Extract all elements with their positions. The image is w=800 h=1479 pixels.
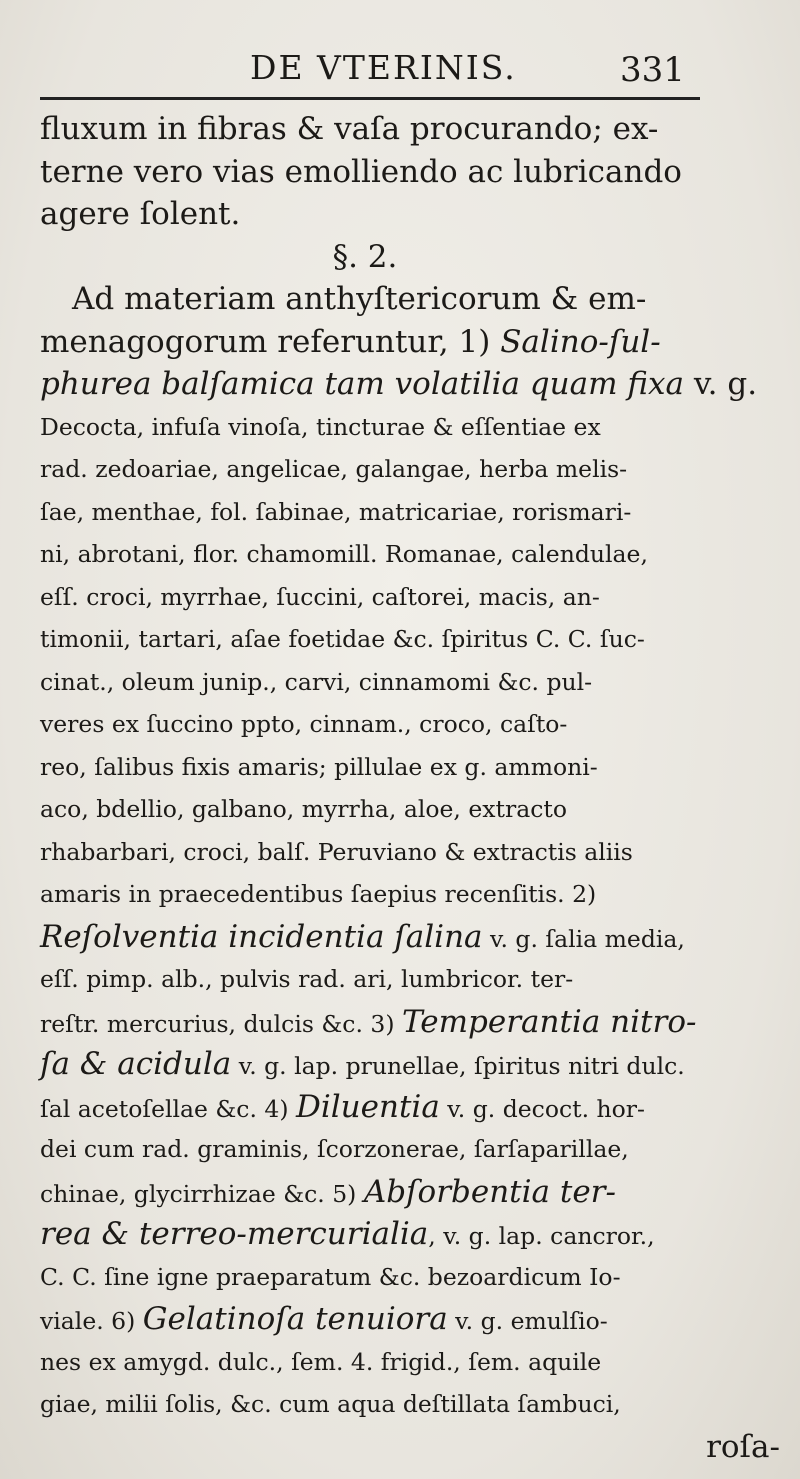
text-line: fluxum in fibras & vaſa procurando; ex-: [40, 111, 659, 147]
text-line: Decocta, infuſa vinoſa, tincturae & eſſentiae ex: [40, 412, 601, 441]
italic-term: Gelatinoſa tenuiora: [142, 1301, 448, 1337]
text-line: [40, 916, 780, 959]
text-line: dei cum rad. graminis, ſcorzonerae, ſarſaparillae,: [40, 1135, 629, 1163]
text-line: [40, 1298, 780, 1341]
text-line: veres ex ſuccino ppto, cinnam., croco, caſto-: [40, 710, 568, 738]
text-line: [40, 321, 780, 364]
text-line: Ad materiam anthyſtericorum & em-: [72, 281, 647, 317]
text-segment: ſal acetoſellae &c. 4): [40, 1094, 296, 1123]
text-line: C. C. ſine igne praeparatum &c. bezoardicum Io-: [40, 1262, 621, 1291]
text-segment: v. g. decoct. hor-: [439, 1094, 645, 1123]
text-segment: v. g. lap. prunellae, ſpiritus nitri dulc.: [231, 1052, 685, 1080]
text-segment: viale. 6): [40, 1307, 143, 1335]
text-line: [40, 363, 780, 406]
text-line: §. 2.: [332, 238, 398, 275]
italic-term: Temperantia nitro-: [402, 1003, 697, 1040]
text-line: roſa-: [706, 1428, 780, 1465]
text-segment: menagogorum referuntur, 1): [40, 323, 501, 360]
header-rule: [40, 97, 700, 100]
text-line: giae, milii ſolis, &c. cum aqua deſtillata ſambuci,: [40, 1390, 621, 1418]
running-head: [0, 48, 800, 92]
text-line: [40, 1043, 780, 1086]
text-segment: v. g. emulſio-: [447, 1307, 608, 1335]
text-segment: , v. g. lap. cancror.,: [428, 1222, 655, 1250]
text-line: timonii, tartari, aſae foetidae &c. ſpiritus C. C. ſuc-: [40, 625, 645, 653]
text-line: eſſ. croci, myrrhae, ſuccini, caſtorei, macis, an-: [40, 582, 600, 611]
text-segment: v. g.: [683, 366, 758, 402]
italic-term: rea & terreo-mercurialia: [40, 1216, 429, 1252]
italic-term: Reſolventia incidentia ſalina: [40, 918, 483, 955]
text-line: ni, abrotani, flor. chamomill. Romanae, calendulae,: [40, 540, 648, 568]
italic-term: phurea balſamica tam volatilia quam fixa: [40, 366, 684, 402]
text-segment: v. g. ſalia media,: [482, 924, 685, 953]
text-line: ſae, menthae, fol. ſabinae, matricariae, rorismari-: [40, 497, 632, 526]
text-line: rad. zedoariae, angelicae, galangae, herba melis-: [40, 455, 628, 483]
text-line: [40, 1213, 780, 1256]
italic-term: ſa & acidula: [40, 1046, 232, 1082]
text-line: [40, 1086, 780, 1129]
text-segment: chinae, glycirrhizae &c. 5): [40, 1179, 364, 1208]
text-line: nes ex amygd. dulc., ſem. 4. frigid., ſem. aquile: [40, 1347, 602, 1376]
page-number: 331: [620, 50, 685, 90]
text-line: eſſ. pimp. alb., pulvis rad. ari, lumbricor. ter-: [40, 965, 574, 993]
text-line: amaris in praecedentibus ſaepius recenſitis. 2): [40, 880, 597, 908]
text-segment: reſtr. mercurius, dulcis &c. 3): [40, 1009, 402, 1038]
text-line: terne vero vias emolliendo ac lubricando: [40, 153, 682, 190]
text-line: [40, 1171, 780, 1214]
text-line: aco, bdellio, galbano, myrrha, aloe, extracto: [40, 795, 567, 823]
text-line: rhabarbari, croci, balſ. Peruviano & extractis aliis: [40, 837, 633, 866]
body-text: [40, 108, 780, 1468]
italic-term: Diluentia: [296, 1088, 440, 1125]
italic-term: Salino-ſul-: [500, 323, 661, 360]
text-line: reo, ſalibus fixis amaris; pillulae ex g. ammoni-: [40, 752, 598, 781]
text-line: agere ſolent.: [40, 196, 241, 232]
text-line: [40, 1001, 780, 1044]
running-title: DE VTERINIS.: [250, 48, 517, 87]
text-line: cinat., oleum junip., carvi, cinnamomi &c. pul-: [40, 667, 593, 696]
italic-term: Abſorbentia ter-: [363, 1173, 616, 1210]
